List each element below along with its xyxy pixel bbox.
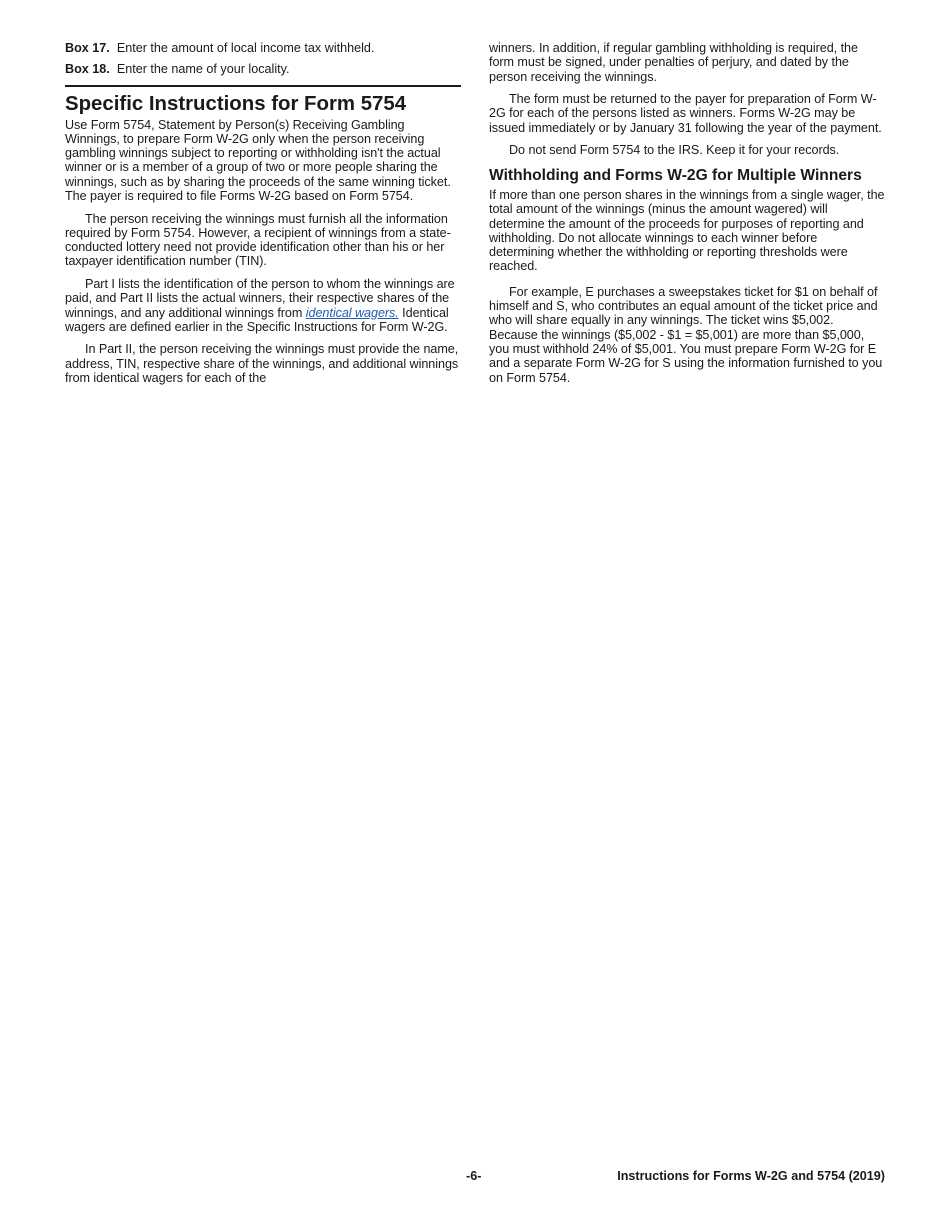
footer-title: Instructions for Forms W-2G and 5754 (2019) xyxy=(617,1169,885,1183)
paragraph: The form must be returned to the payer for preparation of Form W-2G for each of the persons listed as winners. Forms W-2G may be issued immediately or by January 31 following the year of the payment. xyxy=(489,92,882,135)
paragraph: The person receiving the winnings must furnish all the information required by Form 5754. However, a recipient of winnings from a state-conducted lottery need not provide identification other than his or her taxpayer identification number (TIN). xyxy=(65,211,451,269)
box18-label: Box 18. xyxy=(65,62,110,77)
paragraph: Do not send Form 5754 to the IRS. Keep it for your records. xyxy=(509,143,840,158)
paragraph-text: Part I lists the identification of the person to whom the winnings are paid, and Part II lists the actual winners, their respective shares of the winnings, and any additional winnings from xyxy=(65,276,455,320)
box17-label: Box 17. xyxy=(65,41,110,55)
box18-text: Enter the name of your locality. xyxy=(116,62,290,77)
paragraph: For example, E purchases a sweepstakes ticket for $1 on behalf of himself and S, who contributes an equal amount of the ticket price and who will share equally in any winnings. The ticket wins $5,002. Because the winnings ($5,002 - $1 = $5,001) are more than $5,000, you must withhold 24% of $5,001. You must prepare Form W-2G for E and a separate Form W-2G for S using the information furnished to you on Form 5754. xyxy=(489,284,883,385)
paragraph: In Part II, the person receiving the winnings must provide the name, address, TIN, respective share of the winnings, and additional winnings from identical wagers for each of the xyxy=(65,342,459,385)
right-column xyxy=(489,41,885,385)
section-divider xyxy=(65,85,461,87)
identical-wagers-link[interactable]: identical wagers. xyxy=(305,305,399,320)
paragraph: If more than one person shares in the winnings from a single wager, the total amount of the winnings (minus the amount wagered) will determine the amount of the proceeds for purposes of reporting and withholding. Do not allocate winnings to each winner before determining whether the withholding or reporting thresholds were reached. xyxy=(489,187,885,274)
paragraph xyxy=(65,277,461,334)
subsection-heading: Withholding and Forms W-2G for Multiple Winners xyxy=(489,167,862,185)
page-number: -6- xyxy=(466,1169,482,1183)
left-column xyxy=(65,41,461,385)
section-heading: Specific Instructions for Form 5754 xyxy=(65,92,407,115)
box17-text: Enter the amount of local income tax withheld. xyxy=(116,41,375,55)
box17-line xyxy=(65,41,461,55)
box18-line xyxy=(65,62,461,76)
paragraph: Use Form 5754, Statement by Person(s) Receiving Gambling Winnings, to prepare Form W-2G only when the person receiving gambling winnings subject to reporting or withholding isn't the actual winner or is a member of a group of two or more people sharing the winnings, such as by sharing the proceeds of the same winning ticket. The payer is required to file Forms W-2G based on Form 5754. xyxy=(65,117,451,204)
paragraph-text: Identical wagers are defined earlier in the Specific Instructions for Form W-2G. xyxy=(65,305,449,334)
paragraph: winners. In addition, if regular gambling withholding is required, the form must be signed, under penalties of perjury, and dated by the person receiving the winnings. xyxy=(489,41,858,84)
